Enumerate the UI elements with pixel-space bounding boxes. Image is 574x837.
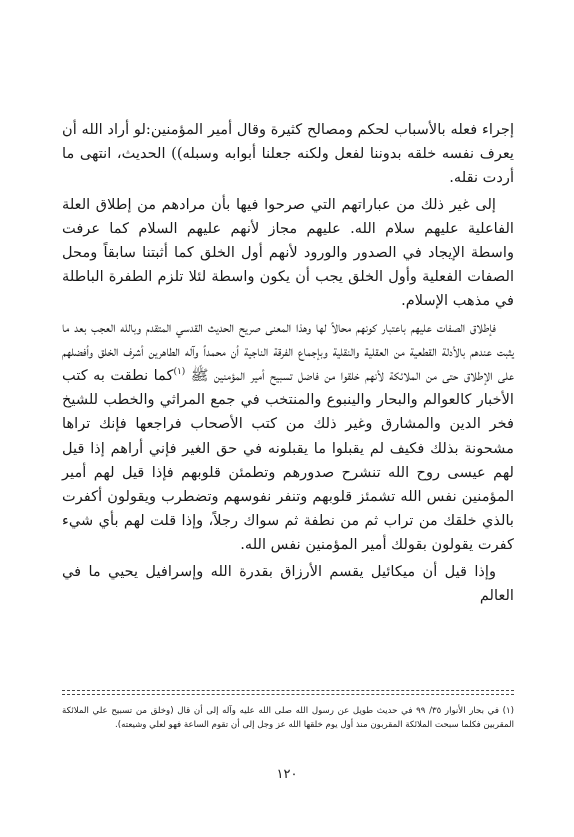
main-text — [62, 118, 514, 608]
paragraph-3-text: فإطلاق الصفات عليهم باعتبار كونهم محالاً لها وهذا المعنى صريح الحديث القدسي المتقدم وبالله العجب بعد ما يثبت عندهم بالأدلة القطعية من العقلية والنقلية وبإجماع الفرقة الناجية أن محمداً وآله الطاهرين أشرف الخلق وأفضلهم على الإطلاق حتى من الملائكة لأنهم خلقوا من فاضل تسبيح أمير المؤمنين — [62, 318, 515, 385]
paragraph-3-continuation: كما نطقت به كتب الأخبار كالعوالم والبحار والينبوع والمنتخب في جمع المراثي والخطب للشيخ فخر الدين والمشارق وغير ذلك من كتب الأصحاب فراجعها فإنك تراها مشحونة بذلك فكيف لم يقبلوا ما يقبلونه في حق الغير فإني أراهم إذا قيل لهم عيسى روح الله تنشرح صدورهم وتطمئن قلوبهم فإذا قيل لهم أمير المؤمنين نفس الله تشمئز قلوبهم وتنفر نفوسهم وتضطرب ويقولون أكفرت بالذي خلقك من تراب ثم من نطفة ثم سواك رجلاً، وإذا قلت لهم بأي شيء كفرت يقولون بقولك أمير المؤمنين نفس الله. — [62, 367, 514, 554]
paragraph-3 — [62, 316, 514, 558]
footnote: (١) في بحار الأنوار ٣٥/ ٩٩ في حديث طويل عن رسول الله صلى الله عليه وآله إلى أن قال (وخلق من تسبيح علي الملائكة المقربين فكلما سبحت الملائكة المقربون منذ أول يوم خلقها الله عز وجل إلى أن تقوم الساعة فهو لعلي وشيعته). — [62, 706, 514, 730]
paragraph-2: إلى غير ذلك من عباراتهم التي صرحوا فيها بأن مرادهم من إطلاق العلة الفاعلية عليهم سلام الله. عليهم مجاز لأنهم عليهم السلام كما عرفت واسطة الإيجاد في الصدور والورود لأنهم أول الخلق كما أثبتنا سابقاً ومحل الصفات الفعلية وأول الخلق يجب أن يكون واسطة لئلا تلزم الطفرة الباطلة في مذهب الإسلام. — [62, 195, 514, 310]
footnote-reference[interactable]: (١) — [173, 367, 186, 378]
paragraph-1: إجراء فعله بالأسباب لحكم ومصالح كثيرة وقال أمير المؤمنين:لو أراد الله أن يعرف نفسه خلقه بدوننا لفعل ولكنه جعلنا أبوابه وسبله)) الحديث، انتهى ما أردت نقله. — [62, 121, 514, 187]
footnote-separator — [62, 690, 514, 691]
salutation-glyph: ﷺ — [190, 367, 209, 385]
paragraph-4: وإذا قيل أن ميكائيل يقسم الأرزاق بقدرة الله وإسرافيل يحيي ما في العالم — [62, 562, 514, 604]
page-number: ١٢٠ — [276, 767, 298, 782]
footnote-separator-second — [62, 694, 514, 695]
